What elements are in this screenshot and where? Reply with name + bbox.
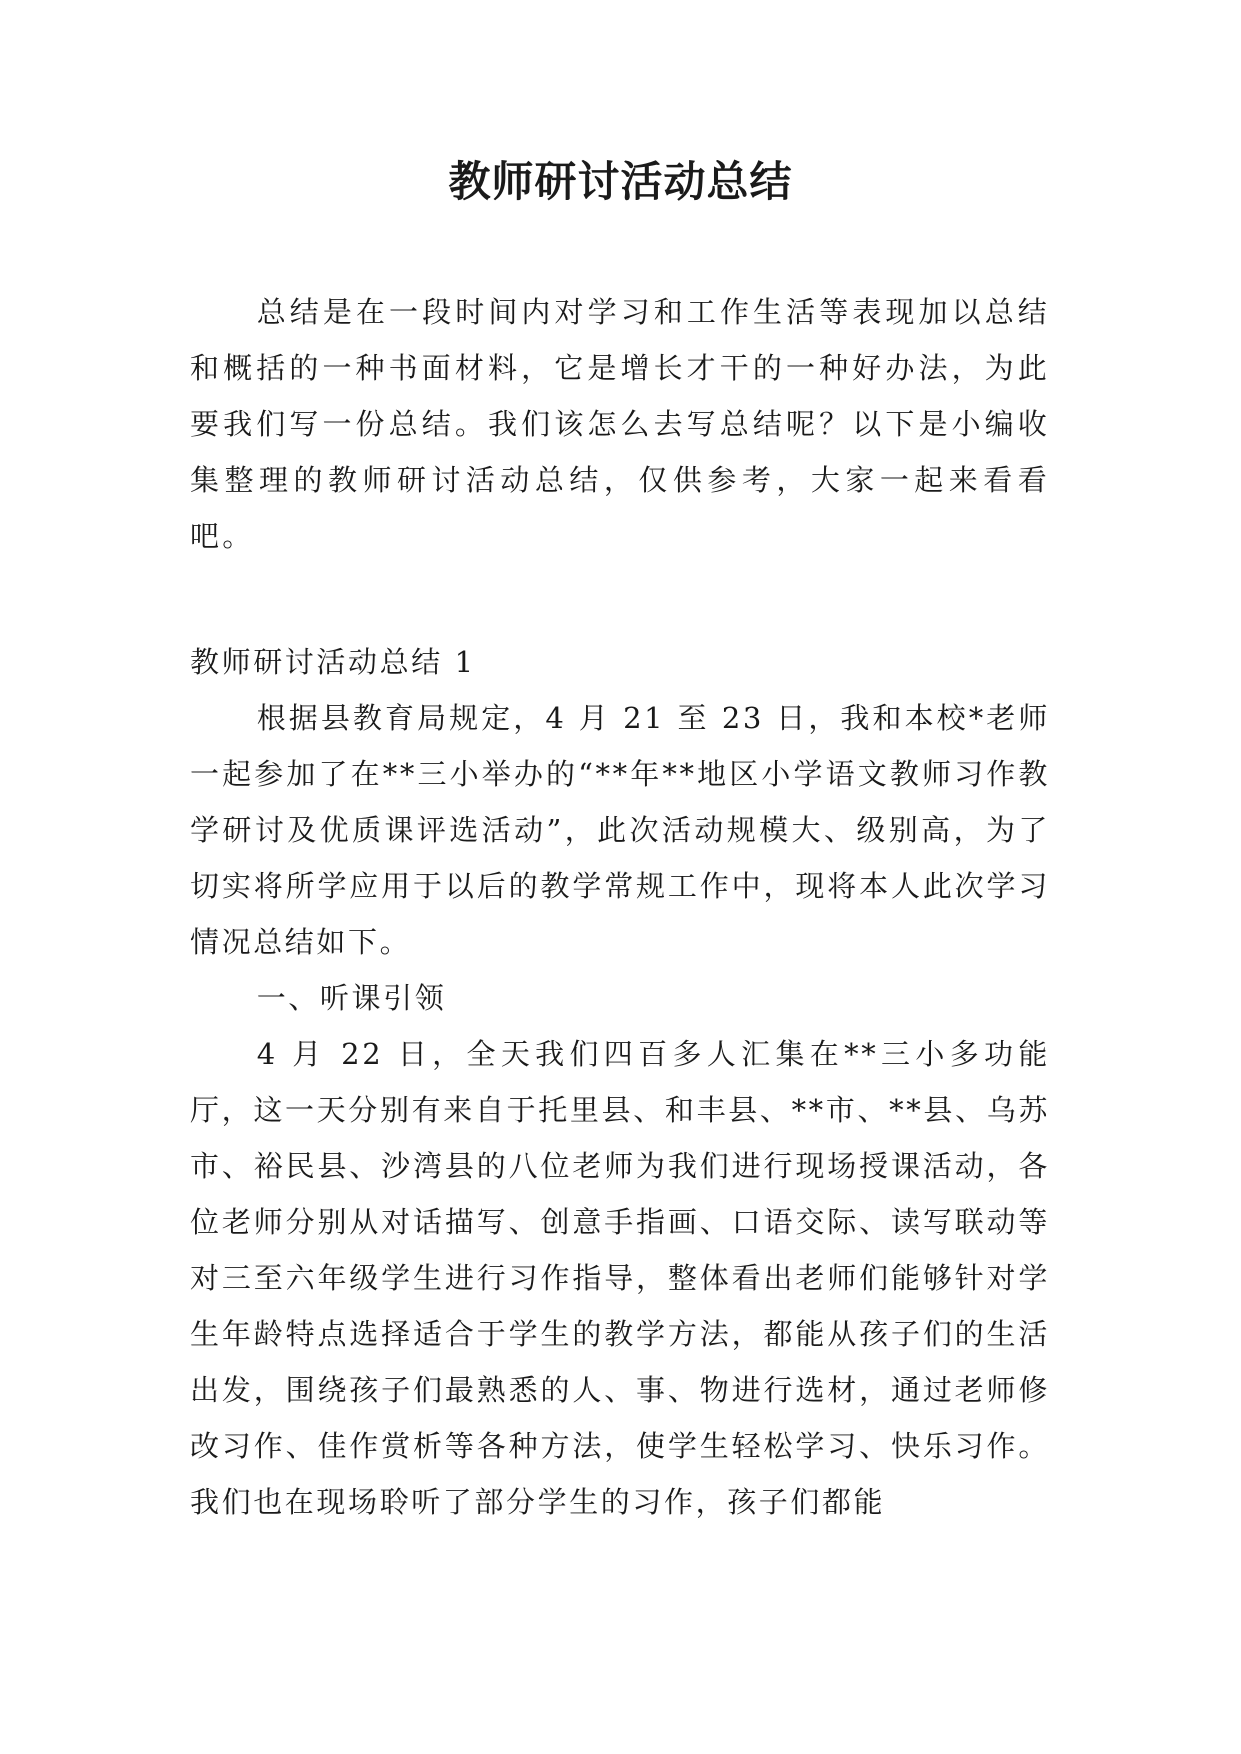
body-paragraph: 4 月 22 日，全天我们四百多人汇集在**三小多功能厅，这一天分别有来自于托里县、和丰县、**市、**县、乌苏市、裕民县、沙湾县的八位老师为我们进行现场授课活动，各位老师分别从对话描写、创意手指画、口语交际、读写联动等对三至六年级学生进行习作指导，整体看出老师们能够针对学生年龄特点选择适合于学生的教学方法，都能从孩子们的生活出发，围绕孩子们最熟悉的人、事、物进行选材，通过老师修改习作、佳作赏析等各种方法，使学生轻松学习、快乐习作。我们也在现场聆听了部分学生的习作，孩子们都能: [190, 1037, 1050, 1519]
subsection-heading: 一、听课引领: [256, 981, 447, 1015]
intro-block: [190, 284, 1050, 564]
intro-paragraph: 总结是在一段时间内对学习和工作生活等表现加以总结和概括的一种书面材料，它是增长才干的一种好办法，为此要我们写一份总结。我们该怎么去写总结呢？以下是小编收集整理的教师研讨活动总结，仅供参考，大家一起来看看吧。: [190, 295, 1050, 553]
section-heading: 教师研讨活动总结 1: [190, 645, 476, 679]
body-paragraph: 根据县教育局规定，4 月 21 至 23 日，我和本校*老师一起参加了在**三小举办的“**年**地区小学语文教师习作教学研讨及优质课评选活动”，此次活动规模大、级别高，为了切实将所学应用于以后的教学常规工作中，现将本人此次学习情况总结如下。: [190, 701, 1050, 959]
document-title: 教师研讨活动总结: [448, 157, 793, 206]
section-1-block: [190, 634, 1050, 1530]
